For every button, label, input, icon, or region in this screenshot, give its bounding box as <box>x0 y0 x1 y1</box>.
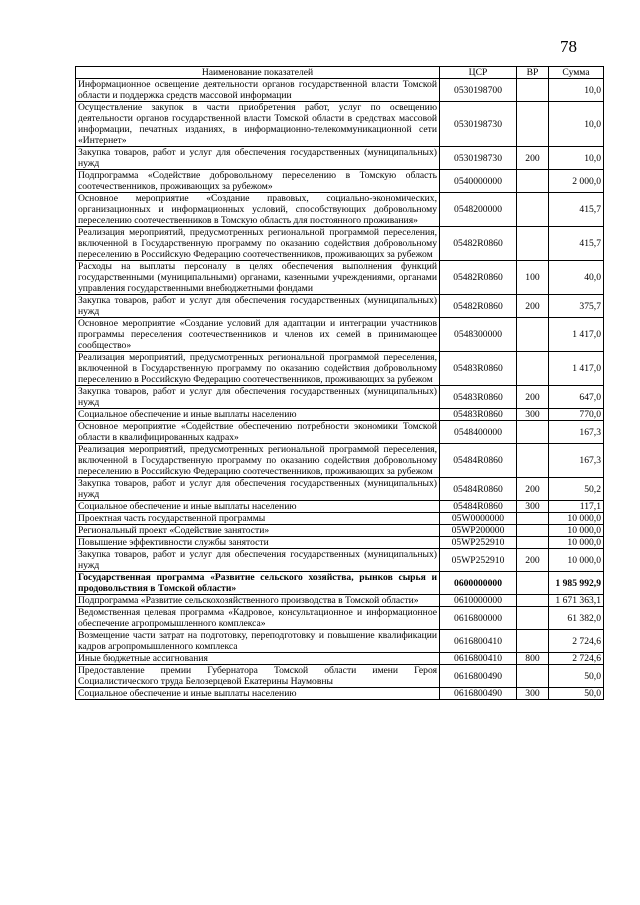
cell-vr: 300 <box>517 409 549 421</box>
cell-name: Проектная часть государственной программы <box>76 513 440 525</box>
cell-csr: 05WP252910 <box>440 549 517 572</box>
cell-vr <box>517 227 549 261</box>
cell-sum: 61 382,0 <box>549 607 604 630</box>
cell-sum: 415,7 <box>549 227 604 261</box>
cell-sum: 10,0 <box>549 79 604 102</box>
header-name: Наименование показателей <box>76 67 440 79</box>
cell-vr <box>517 444 549 478</box>
cell-vr: 100 <box>517 261 549 295</box>
table-row <box>76 513 604 525</box>
cell-csr: 0530198730 <box>440 147 517 170</box>
cell-sum: 647,0 <box>549 386 604 409</box>
cell-name: Информационное освещение деятельности органов государственной власти Томской области и поддержка средств массовой информации <box>76 79 440 102</box>
cell-name: Закупка товаров, работ и услуг для обеспечения государственных (муниципальных) нужд <box>76 295 440 318</box>
cell-csr: 05483R0860 <box>440 352 517 386</box>
table-row <box>76 170 604 193</box>
cell-csr: 0616800000 <box>440 607 517 630</box>
cell-sum: 10,0 <box>549 147 604 170</box>
table-row <box>76 537 604 549</box>
cell-vr <box>517 607 549 630</box>
cell-vr <box>517 318 549 352</box>
cell-vr: 200 <box>517 478 549 501</box>
cell-name: Основное мероприятие «Создание условий для адаптации и интеграции участников программы переселения соотечественников и членов их семей в принимающее сообщество» <box>76 318 440 352</box>
cell-csr: 0610000000 <box>440 595 517 607</box>
table-row <box>76 102 604 147</box>
cell-name: Закупка товаров, работ и услуг для обеспечения государственных (муниципальных) нужд <box>76 386 440 409</box>
cell-vr <box>517 193 549 227</box>
table-row <box>76 653 604 665</box>
table-row <box>76 572 604 595</box>
cell-sum: 2 724,6 <box>549 653 604 665</box>
cell-name: Реализация мероприятий, предусмотренных региональной программой переселения, включенной в Государственную программу по оказанию содействия добровольному переселению в Российскую Федерацию соотечественников, проживающих за рубежом <box>76 352 440 386</box>
cell-name: Региональный проект «Содействие занятости» <box>76 525 440 537</box>
cell-csr: 05482R0860 <box>440 261 517 295</box>
cell-name: Основное мероприятие «Содействие обеспечению потребности экономики Томской области в квалифицированных кадрах» <box>76 421 440 444</box>
cell-csr: 0540000000 <box>440 170 517 193</box>
cell-vr <box>517 595 549 607</box>
table-row <box>76 227 604 261</box>
cell-name: Расходы на выплаты персоналу в целях обеспечения выполнения функций государственными (муниципальными) органами, казенными учреждениями, органами управления государственными внебюджетными фондами <box>76 261 440 295</box>
cell-sum: 1 671 363,1 <box>549 595 604 607</box>
cell-sum: 770,0 <box>549 409 604 421</box>
cell-sum: 40,0 <box>549 261 604 295</box>
table-row <box>76 147 604 170</box>
cell-sum: 167,3 <box>549 444 604 478</box>
cell-sum: 375,7 <box>549 295 604 318</box>
table-row <box>76 478 604 501</box>
cell-name: Иные бюджетные ассигнования <box>76 653 440 665</box>
cell-sum: 167,3 <box>549 421 604 444</box>
cell-csr: 0530198730 <box>440 102 517 147</box>
table-row <box>76 79 604 102</box>
cell-name: Реализация мероприятий, предусмотренных региональной программой переселения, включенной в Государственную программу по оказанию содействия добровольному переселению в Российскую Федерацию соотечественников, проживающих за рубежом <box>76 227 440 261</box>
cell-vr: 300 <box>517 688 549 700</box>
cell-vr: 200 <box>517 386 549 409</box>
cell-vr: 800 <box>517 653 549 665</box>
cell-csr: 05484R0860 <box>440 478 517 501</box>
cell-vr: 200 <box>517 295 549 318</box>
table-row <box>76 352 604 386</box>
cell-vr <box>517 525 549 537</box>
cell-csr: 05484R0860 <box>440 444 517 478</box>
cell-sum: 1 417,0 <box>549 318 604 352</box>
cell-name: Реализация мероприятий, предусмотренных региональной программой переселения, включенной в Государственную программу по оказанию содействия добровольному переселению в Российскую Федерацию соотечественников, проживающих за рубежом <box>76 444 440 478</box>
cell-sum: 10 000,0 <box>549 525 604 537</box>
table-row <box>76 421 604 444</box>
cell-csr: 05482R0860 <box>440 227 517 261</box>
cell-sum: 10 000,0 <box>549 537 604 549</box>
table-body <box>76 79 604 700</box>
cell-csr: 0616800410 <box>440 630 517 653</box>
cell-csr: 05483R0860 <box>440 409 517 421</box>
cell-sum: 415,7 <box>549 193 604 227</box>
header-csr: ЦСР <box>440 67 517 79</box>
table-row <box>76 595 604 607</box>
table-row <box>76 525 604 537</box>
budget-table <box>75 66 604 700</box>
cell-vr <box>517 421 549 444</box>
cell-sum: 1 985 992,9 <box>549 572 604 595</box>
cell-vr: 200 <box>517 147 549 170</box>
cell-vr <box>517 572 549 595</box>
table-row <box>76 630 604 653</box>
cell-name: Осуществление закупок в части приобретения работ, услуг по освещению деятельности органов государственной власти Томской области в средствах массовой информации, печатных изданиях, в информационно-телекоммуникационной сети «Интернет» <box>76 102 440 147</box>
cell-vr <box>517 170 549 193</box>
table-row <box>76 549 604 572</box>
cell-name: Основное мероприятие «Создание правовых, социально-экономических, организационных и информационных условий, способствующих добровольному переселению соотечественников в Томскую область для постоянного проживания» <box>76 193 440 227</box>
cell-sum: 2 724,6 <box>549 630 604 653</box>
table-row <box>76 688 604 700</box>
cell-csr: 0616800490 <box>440 665 517 688</box>
cell-name: Социальное обеспечение и иные выплаты населению <box>76 501 440 513</box>
table-row <box>76 295 604 318</box>
table-row <box>76 409 604 421</box>
cell-csr: 05482R0860 <box>440 295 517 318</box>
cell-vr <box>517 630 549 653</box>
cell-vr <box>517 537 549 549</box>
cell-name: Социальное обеспечение и иные выплаты населению <box>76 409 440 421</box>
cell-name: Ведомственная целевая программа «Кадровое, консультационное и информационное обеспечение агропромышленного комплекса» <box>76 607 440 630</box>
cell-name: Повышение эффективности службы занятости <box>76 537 440 549</box>
table-row <box>76 607 604 630</box>
cell-sum: 50,0 <box>549 665 604 688</box>
cell-sum: 50,2 <box>549 478 604 501</box>
header-vr: ВР <box>517 67 549 79</box>
cell-vr <box>517 102 549 147</box>
table-row <box>76 444 604 478</box>
cell-csr: 0530198700 <box>440 79 517 102</box>
cell-csr: 0616800410 <box>440 653 517 665</box>
cell-vr <box>517 79 549 102</box>
cell-name: Подпрограмма «Развитие сельскохозяйственного производства в Томской области» <box>76 595 440 607</box>
table-header-row <box>76 67 604 79</box>
cell-name: Закупка товаров, работ и услуг для обеспечения государственных (муниципальных) нужд <box>76 549 440 572</box>
cell-name: Социальное обеспечение и иные выплаты населению <box>76 688 440 700</box>
cell-name: Подпрограмма «Содействие добровольному переселению в Томскую область соотечественников, проживающих за рубежом» <box>76 170 440 193</box>
page-number: 78 <box>560 37 577 56</box>
cell-vr: 300 <box>517 501 549 513</box>
cell-sum: 2 000,0 <box>549 170 604 193</box>
cell-sum: 50,0 <box>549 688 604 700</box>
cell-sum: 10 000,0 <box>549 549 604 572</box>
cell-csr: 05484R0860 <box>440 501 517 513</box>
table-row <box>76 386 604 409</box>
cell-name: Закупка товаров, работ и услуг для обеспечения государственных (муниципальных) нужд <box>76 147 440 170</box>
cell-sum: 10 000,0 <box>549 513 604 525</box>
cell-sum: 117,1 <box>549 501 604 513</box>
cell-name: Возмещение части затрат на подготовку, переподготовку и повышение квалификации кадров агропромышленного комплекса <box>76 630 440 653</box>
cell-csr: 05W0000000 <box>440 513 517 525</box>
cell-vr <box>517 352 549 386</box>
cell-name: Предоставление премии Губернатора Томской области имени Героя Социалистического труда Белозерцевой Екатерины Наумовны <box>76 665 440 688</box>
header-sum: Сумма <box>549 67 604 79</box>
table-row <box>76 318 604 352</box>
cell-csr: 0548400000 <box>440 421 517 444</box>
table-row <box>76 261 604 295</box>
cell-vr: 200 <box>517 549 549 572</box>
cell-name: Закупка товаров, работ и услуг для обеспечения государственных (муниципальных) нужд <box>76 478 440 501</box>
table-row <box>76 665 604 688</box>
cell-vr <box>517 665 549 688</box>
table-row <box>76 193 604 227</box>
cell-csr: 0548200000 <box>440 193 517 227</box>
cell-name: Государственная программа «Развитие сельского хозяйства, рынков сырья и продовольствия в Томской области» <box>76 572 440 595</box>
cell-csr: 05WP200000 <box>440 525 517 537</box>
cell-csr: 0616800490 <box>440 688 517 700</box>
cell-csr: 0548300000 <box>440 318 517 352</box>
cell-csr: 05483R0860 <box>440 386 517 409</box>
table-row <box>76 501 604 513</box>
cell-csr: 0600000000 <box>440 572 517 595</box>
cell-sum: 1 417,0 <box>549 352 604 386</box>
cell-sum: 10,0 <box>549 102 604 147</box>
cell-csr: 05WP252910 <box>440 537 517 549</box>
cell-vr <box>517 513 549 525</box>
